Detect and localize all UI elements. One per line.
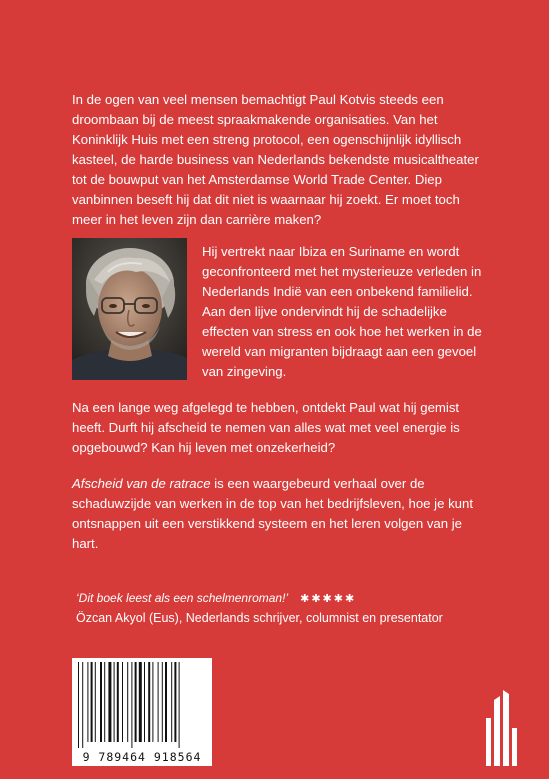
author-photo	[72, 238, 187, 380]
barcode-bar	[152, 662, 153, 742]
publisher-logo-icon	[480, 690, 520, 766]
barcode-bar	[91, 662, 93, 742]
barcode-bar	[100, 662, 102, 742]
barcode-bar	[82, 662, 83, 748]
review-quote-text: ‘Dit boek leest als een schelmenroman!’	[76, 591, 289, 605]
barcode-bar	[171, 662, 172, 742]
barcode-bar	[87, 662, 88, 742]
barcode-bar	[78, 662, 79, 748]
barcode-bar	[148, 662, 150, 742]
journey-paragraph: Hij vertrekt naar Ibiza en Suriname en wordt geconfronteerd met het mysterieuze verleden in Nederlands Indië van een onbekend familielid. Aan den lijve ondervindt hij de schadelijke effecten van stress en ook hoe het werken in de wereld van migranten bijdraagt aan een gevoel van zingeving.	[202, 244, 482, 379]
summary-text: is een waargebeurd verhaal over de schaduwzijde van werken in de top van het bedrijfsleven, hoe je kunt ontsnappen uit een verstikkend systeem en het leren volgen van je hart.	[72, 476, 474, 551]
barcode-bar	[179, 662, 180, 748]
barcode-bar	[144, 662, 145, 742]
barcode-bar	[158, 662, 159, 742]
barcode-bar	[127, 662, 128, 742]
isbn-number: 9 789464 918564	[82, 750, 202, 764]
barcode-bar	[95, 662, 96, 742]
author-portrait-image	[72, 238, 187, 380]
isbn-barcode	[72, 658, 212, 766]
rating-stars: ✱✱✱✱✱	[300, 593, 357, 605]
barcode-bar	[165, 662, 167, 742]
review-quote	[76, 591, 356, 605]
barcode-bar	[131, 662, 132, 748]
barcode-bar	[162, 662, 163, 742]
summary-paragraph	[72, 474, 484, 554]
barcode-bar	[122, 662, 123, 742]
barcode-bar	[104, 662, 105, 742]
barcode-bar	[114, 662, 115, 742]
reflection-paragraph: Na een lange weg afgelegd te hebben, ontdekt Paul wat hij gemist heeft. Durft hij afscheid te nemen van alles wat met veel energie is opgebouwd? Kan hij leven met onzekerheid?	[72, 400, 460, 455]
intro-paragraph: In de ogen van veel mensen bemachtigt Paul Kotvis steeds een droombaan bij de meest spraakmakende organisaties. Van het Koninklijk Huis met een streng protocol, een ogenschijnlijk idyllisch kasteel, de harde business van Nederlands bekendste musicaltheater tot de bouwput van het Amsterdamse World Trade Center. Diep vanbinnen beseft hij dat dit niet is waarnaar hij zoekt. Er moet toch meer in het leven zijn dan carrière maken?	[72, 92, 479, 227]
barcode-bar	[174, 662, 176, 742]
review-attribution: Özcan Akyol (Eus), Nederlands schrijver, columnist en presentator	[76, 611, 443, 625]
barcode-bar	[117, 662, 119, 742]
barcode-bar	[139, 662, 142, 742]
book-title: Afscheid van de ratrace	[72, 476, 211, 491]
barcode-bar	[135, 662, 137, 742]
barcode-bar	[108, 662, 111, 742]
